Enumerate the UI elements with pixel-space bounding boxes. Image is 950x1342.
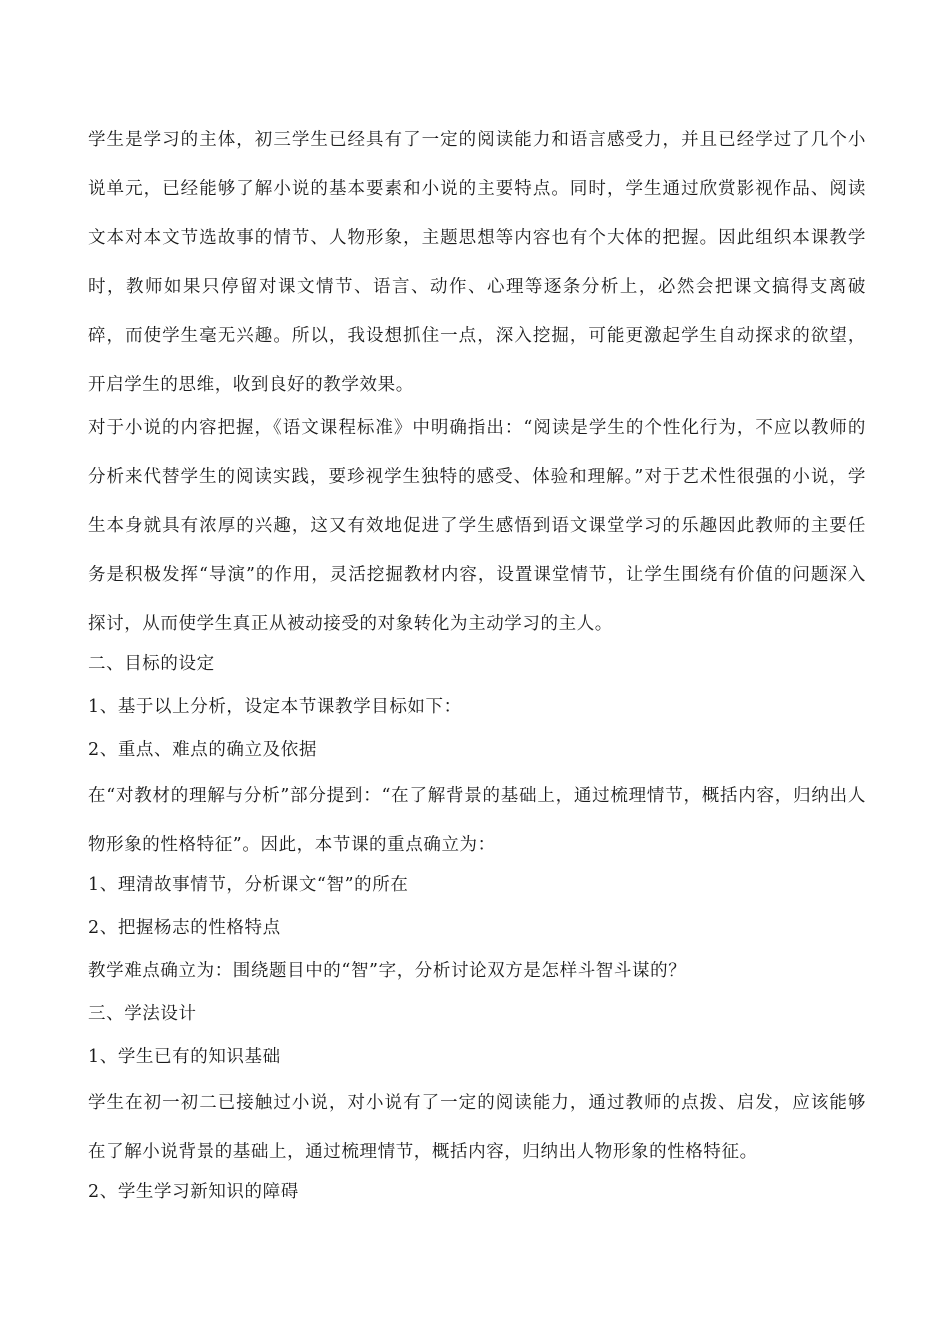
list-item-prior-knowledge: 1、学生已有的知识基础 [88, 1047, 281, 1067]
paragraph-key-points: 在“对教材的理解与分析”部分提到：“在了解背景的基础上，通过梳理情节，概括内容，归纳出人物形象的性格特征”。因此，本节课的重点确立为： [88, 786, 866, 855]
heading-goal-setting: 二、目标的设定 [88, 654, 215, 674]
list-item-character: 2、把握杨志的性格特点 [88, 918, 281, 938]
list-item-teaching-goals: 1、基于以上分析，设定本节课教学目标如下： [88, 697, 462, 717]
document-body [88, 116, 866, 1214]
list-item-learning-obstacles: 2、学生学习新知识的障碍 [88, 1182, 299, 1202]
list-item-key-points-basis: 2、重点、难点的确立及依据 [88, 740, 317, 760]
paragraph-prior-knowledge: 学生在初一初二已接触过小说，对小说有了一定的阅读能力，通过教师的点拨、启发，应该能够在了解小说背景的基础上，通过梳理情节，概括内容，归纳出人物形象的性格特征。 [88, 1093, 866, 1162]
paragraph-curriculum-standard: 对于小说的内容把握，《语文课程标准》中明确指出：“阅读是学生的个性化行为，不应以教师的分析来代替学生的阅读实践，要珍视学生独特的感受、体验和理解。”对于艺术性很强的小说，学生本身就具有浓厚的兴趣，这又有效地促进了学生感悟到语文课堂学习的乐趣因此教师的主要任务是积极发挥“导演”的作用，灵活挖掘教材内容，设置课堂情节，让学生围绕有价值的问题深入探讨，从而使学生真正从被动接受的对象转化为主动学习的主人。 [88, 418, 866, 634]
paragraph-student-analysis: 学生是学习的主体，初三学生已经具有了一定的阅读能力和语言感受力，并且已经学过了几个小说单元，已经能够了解小说的基本要素和小说的主要特点。同时，学生通过欣赏影视作品、阅读文本对本文节选故事的情节、人物形象，主题思想等内容也有个大体的把握。因此组织本课教学时，教师如果只停留对课文情节、语言、动作、心理等逐条分析上，必然会把课文搞得支离破碎，而使学生毫无兴趣。所以，我设想抓住一点，深入挖掘，可能更激起学生自动探求的欲望，开启学生的思维，收到良好的教学效果。 [88, 130, 866, 395]
heading-learning-method: 三、学法设计 [88, 1004, 197, 1024]
paragraph-difficulty: 教学难点确立为：围绕题目中的“智”字，分析讨论双方是怎样斗智斗谋的？ [88, 961, 687, 981]
list-item-plot: 1、理清故事情节，分析课文“智”的所在 [88, 875, 409, 895]
